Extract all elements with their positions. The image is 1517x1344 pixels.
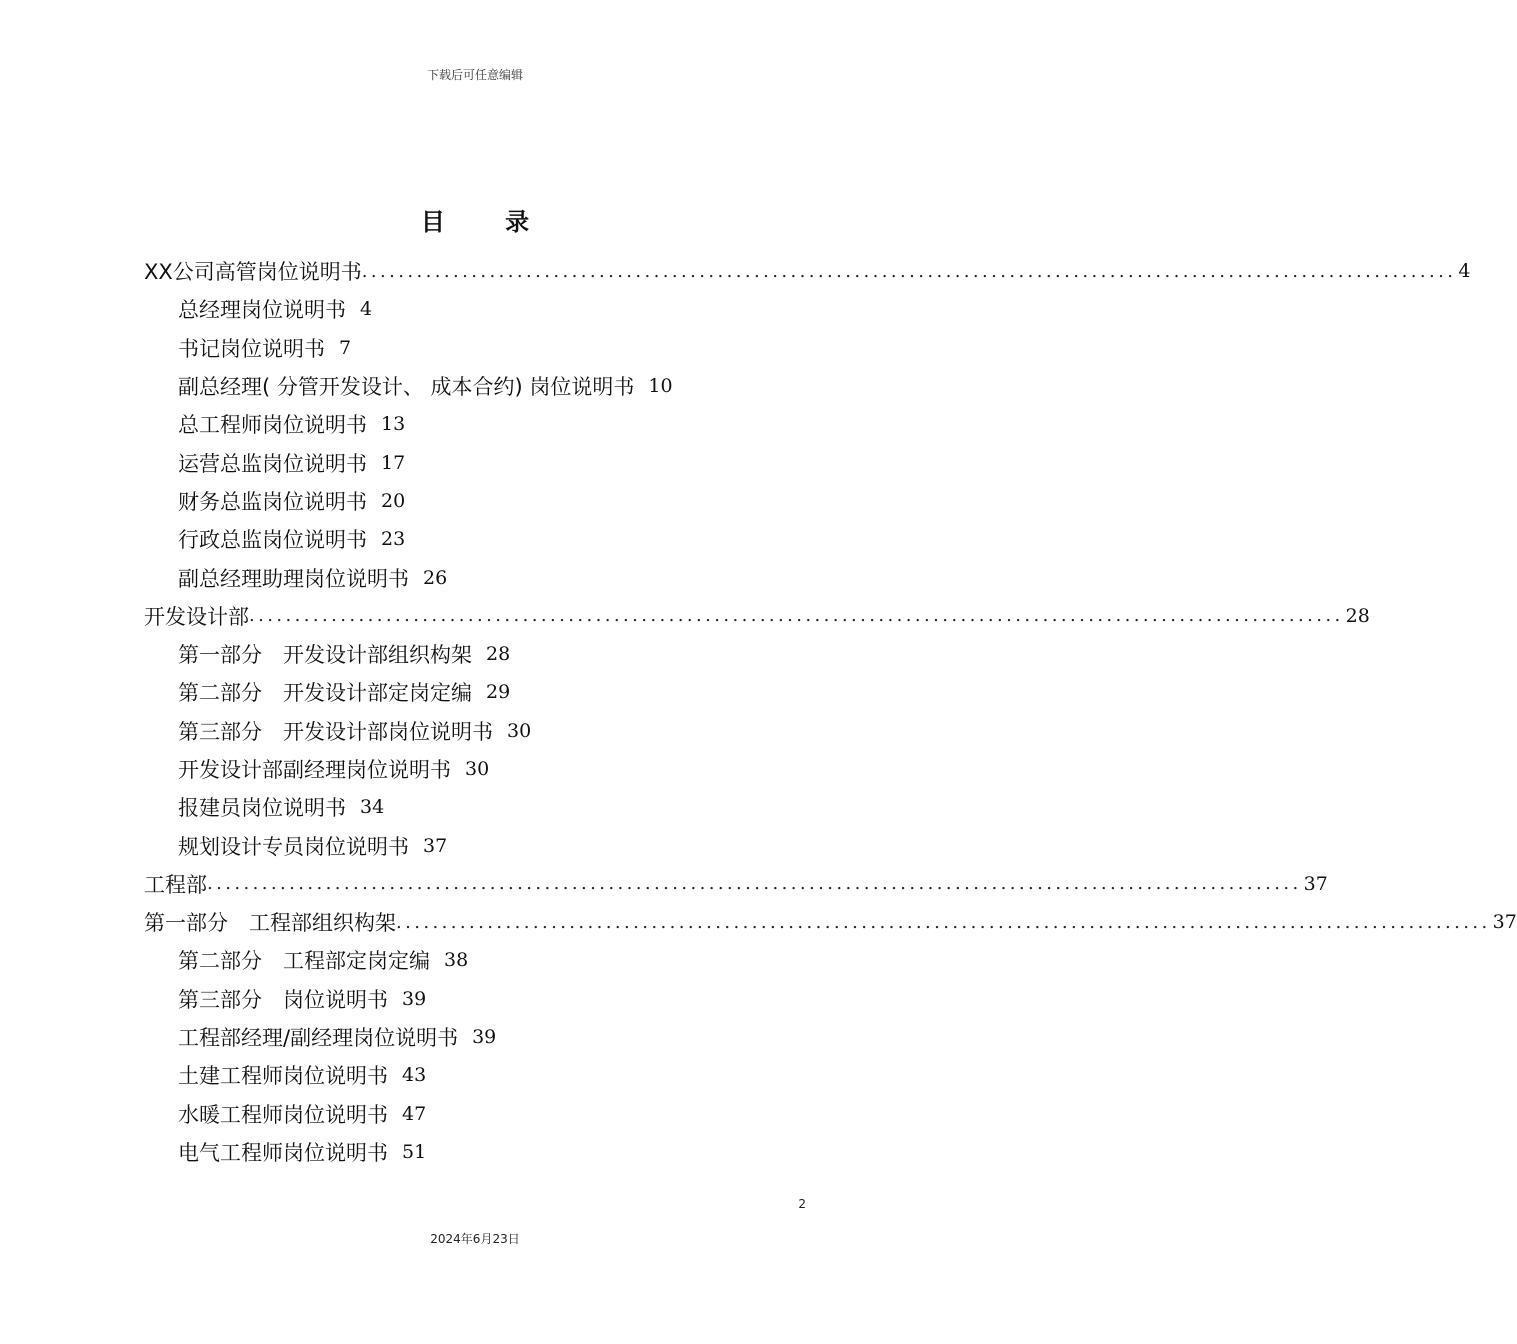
- toc-entry[interactable]: [144, 1018, 806, 1056]
- toc-entry-label: 第二部分 开发设计部定岗定编: [178, 681, 472, 706]
- toc-entry-label: 第二部分 工程部定岗定编: [178, 949, 430, 974]
- toc-entry[interactable]: [144, 290, 806, 328]
- toc-entry[interactable]: [144, 558, 806, 596]
- toc-entry[interactable]: [144, 443, 806, 481]
- toc-entry-page: 28: [486, 643, 511, 666]
- toc-entry[interactable]: [144, 482, 806, 520]
- toc-entry-page: 13: [381, 413, 406, 436]
- toc-entry[interactable]: [144, 1133, 806, 1171]
- toc-entry-label: 总经理岗位说明书: [178, 298, 346, 323]
- toc-entry-page: 51: [402, 1140, 427, 1163]
- toc-entry-page: 30: [507, 719, 532, 742]
- toc-entry-label: 运营总监岗位说明书: [178, 451, 367, 476]
- toc-entry[interactable]: [144, 903, 1517, 941]
- toc-entry-page: 38: [444, 949, 469, 972]
- toc-leader-dots: ........................................................................................................................: [249, 605, 1344, 627]
- toc-entry-label: 工程部: [144, 872, 207, 897]
- header-note: 下载后可任意编辑: [426, 68, 523, 82]
- toc-entry-page: 10: [648, 375, 673, 398]
- toc-entry-label: 第一部分 工程部组织构架: [144, 911, 396, 936]
- toc-entry[interactable]: [144, 635, 806, 673]
- toc-entry-page: 29: [486, 681, 511, 704]
- toc-leader-dots: ........................................................................................................................: [207, 873, 1302, 895]
- toc-entry[interactable]: [144, 520, 806, 558]
- toc-entry[interactable]: [144, 329, 806, 367]
- toc-entry-label: 水暖工程师岗位说明书: [178, 1102, 388, 1127]
- toc-entry[interactable]: [144, 941, 806, 979]
- toc-entry[interactable]: [144, 712, 806, 750]
- toc-entry-page: 28: [1345, 604, 1370, 627]
- toc-entry-page: 23: [381, 528, 406, 551]
- toc-entry[interactable]: [144, 1095, 806, 1133]
- footer-date: 2024年6月23日: [430, 1232, 520, 1246]
- toc-entry[interactable]: [144, 788, 806, 826]
- toc-entry-label: 土建工程师岗位说明书: [178, 1064, 388, 1089]
- toc-entry[interactable]: [144, 826, 806, 864]
- toc-entry[interactable]: [144, 750, 806, 788]
- toc-entry-page: 34: [360, 796, 385, 819]
- toc-leader-dots: ........................................................................................................................: [361, 260, 1457, 282]
- toc-entry-label: 副总经理( 分管开发设计、 成本合约) 岗位说明书: [178, 375, 635, 400]
- toc-entry[interactable]: [144, 865, 1328, 903]
- toc-entry-label: 电气工程师岗位说明书: [178, 1140, 388, 1165]
- toc-entry-label: 规划设计专员岗位说明书: [178, 834, 409, 859]
- toc-entry-label: 总工程师岗位说明书: [178, 413, 367, 438]
- toc-entry-label: 第一部分 开发设计部组织构架: [178, 643, 472, 668]
- toc-entry-page: 4: [360, 298, 373, 321]
- toc-entry-page: 43: [402, 1064, 427, 1087]
- toc-entry-label: 第三部分 岗位说明书: [178, 987, 388, 1012]
- toc-entry-page: 30: [465, 758, 490, 780]
- toc-entry-page: 26: [423, 566, 448, 589]
- toc-entry[interactable]: [144, 252, 1471, 290]
- toc-entry-page: 37: [1492, 911, 1517, 934]
- toc-entry-label: 工程部经理/副经理岗位说明书: [178, 1026, 459, 1051]
- toc-entry-label: 财务总监岗位说明书: [178, 489, 367, 514]
- toc-entry-label: 行政总监岗位说明书: [178, 528, 367, 553]
- toc-entry-label: XX公司高管岗位说明书: [144, 260, 362, 285]
- toc-entry[interactable]: [144, 980, 806, 1018]
- toc-entry-page: 7: [339, 336, 352, 359]
- toc-title: 目 录: [420, 208, 556, 236]
- toc-entry[interactable]: [144, 597, 1370, 635]
- toc-entry[interactable]: [144, 405, 806, 443]
- toc-entry-page: 20: [381, 489, 406, 512]
- toc-entry-label: 副总经理助理岗位说明书: [178, 566, 409, 591]
- toc-entry-page: 37: [1303, 872, 1328, 895]
- toc-entry-label: 报建员岗位说明书: [178, 796, 346, 821]
- toc-entry-page: 37: [423, 834, 448, 857]
- page-number: 2: [798, 1197, 806, 1211]
- toc-entry-page: 47: [402, 1102, 427, 1125]
- toc-entry-page: 39: [402, 987, 427, 1010]
- toc-entry-label: 开发设计部: [144, 604, 249, 629]
- toc-entry-label: 书记岗位说明书: [178, 336, 325, 361]
- toc-entry-page: 17: [381, 451, 406, 474]
- toc-entry[interactable]: [144, 1056, 806, 1094]
- toc-entry[interactable]: [144, 673, 806, 711]
- toc-entry-label: 开发设计部副经理岗位说明书: [178, 758, 451, 782]
- toc-leader-dots: ........................................................................................................................: [396, 911, 1491, 933]
- table-of-contents: [144, 252, 1517, 1171]
- toc-entry-page: 39: [472, 1026, 497, 1049]
- toc-entry-page: 4: [1458, 260, 1471, 283]
- toc-entry-label: 第三部分 开发设计部岗位说明书: [178, 719, 493, 744]
- toc-entry[interactable]: [144, 367, 806, 405]
